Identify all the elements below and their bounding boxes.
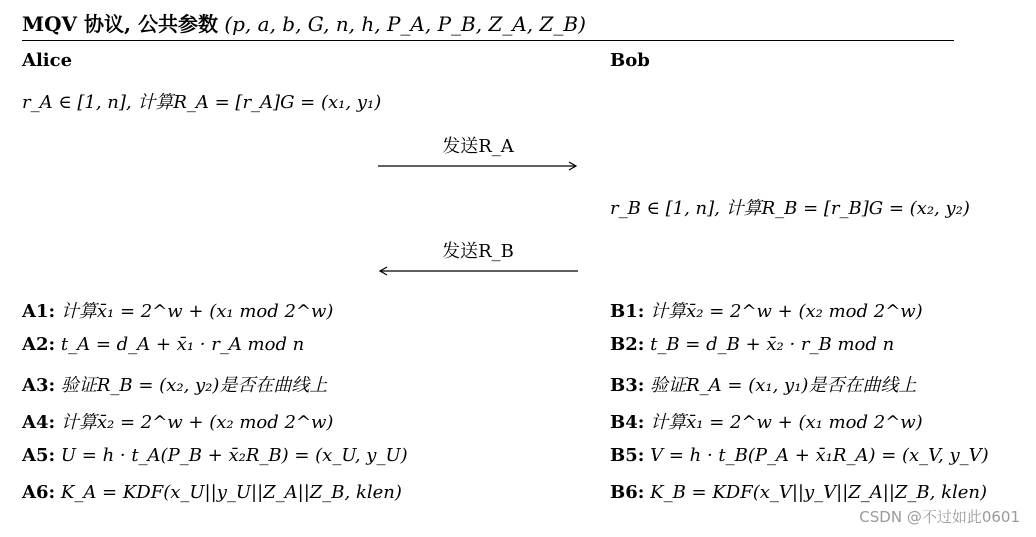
step-b2-label: B2: (610, 334, 645, 355)
message-rb-label: 发送R_B (442, 241, 514, 262)
step-a2 (22, 334, 304, 355)
arrow-right-icon (378, 160, 578, 172)
step-b5 (610, 445, 989, 466)
step-b4-text: 计算x̄₁ = 2^w + (x₁ mod 2^w) (650, 412, 923, 433)
step-b1-label: B1: (610, 301, 645, 322)
step-b6-text: K_B = KDF(x_V||y_V||Z_A||Z_B, klen) (650, 482, 988, 503)
step-a3-label: A3: (22, 375, 56, 396)
step-a4 (22, 408, 333, 434)
title-divider (22, 40, 954, 41)
alice-init-text: r_A ∈ [1, n], 计算R_A = [r_A]G = (x₁, y₁) (22, 92, 382, 113)
alice-init (22, 88, 381, 114)
step-a6-text: K_A = KDF(x_U||y_U||Z_A||Z_B, klen) (60, 482, 402, 503)
step-b3 (610, 371, 916, 397)
step-a1 (22, 297, 333, 323)
title-text: MQV 协议, 公共参数 (22, 12, 218, 36)
step-a1-text: 计算x̄₁ = 2^w + (x₁ mod 2^w) (60, 301, 334, 322)
bob-header: Bob (610, 50, 650, 71)
step-a3-text: 验证R_B = (x₂, y₂)是否在曲线上 (60, 375, 328, 396)
step-b4 (610, 408, 923, 434)
bob-init-text: r_B ∈ [1, n], 计算R_B = [r_B]G = (x₂, y₂) (610, 198, 970, 219)
step-a5 (22, 445, 408, 466)
step-b5-label: B5: (610, 445, 645, 466)
step-a3 (22, 371, 327, 397)
step-b6-label: B6: (610, 482, 645, 503)
step-b2-text: t_B = d_B + x̄₂ · r_B mod n (650, 334, 895, 355)
step-a2-text: t_A = d_A + x̄₁ · r_A mod n (60, 334, 305, 355)
bob-init (610, 194, 970, 220)
step-b2 (610, 334, 894, 355)
protocol-title (22, 8, 586, 37)
arrow-left-icon (378, 265, 578, 277)
step-b6 (610, 482, 987, 503)
alice-header: Alice (22, 50, 73, 71)
step-b3-label: B3: (610, 375, 645, 396)
title-params: (p, a, b, G, n, h, P_A, P_B, Z_A, Z_B) (224, 12, 586, 36)
step-a5-text: U = h · t_A(P_B + x̄₂R_B) = (x_U, y_U) (60, 445, 408, 466)
step-b1 (610, 297, 923, 323)
step-a2-label: A2: (22, 334, 56, 355)
step-b3-text: 验证R_A = (x₁, y₁)是否在曲线上 (650, 375, 917, 396)
step-a4-text: 计算x̄₂ = 2^w + (x₂ mod 2^w) (60, 412, 334, 433)
step-a5-label: A5: (22, 445, 56, 466)
step-a1-label: A1: (22, 301, 56, 322)
watermark: CSDN @不过如此0601 (859, 508, 1020, 526)
step-b4-label: B4: (610, 412, 645, 433)
step-a6 (22, 482, 402, 503)
message-ra-label: 发送R_A (442, 136, 514, 157)
step-b1-text: 计算x̄₂ = 2^w + (x₂ mod 2^w) (650, 301, 923, 322)
step-a6-label: A6: (22, 482, 56, 503)
step-b5-text: V = h · t_B(P_A + x̄₁R_A) = (x_V, y_V) (650, 445, 989, 466)
step-a4-label: A4: (22, 412, 56, 433)
